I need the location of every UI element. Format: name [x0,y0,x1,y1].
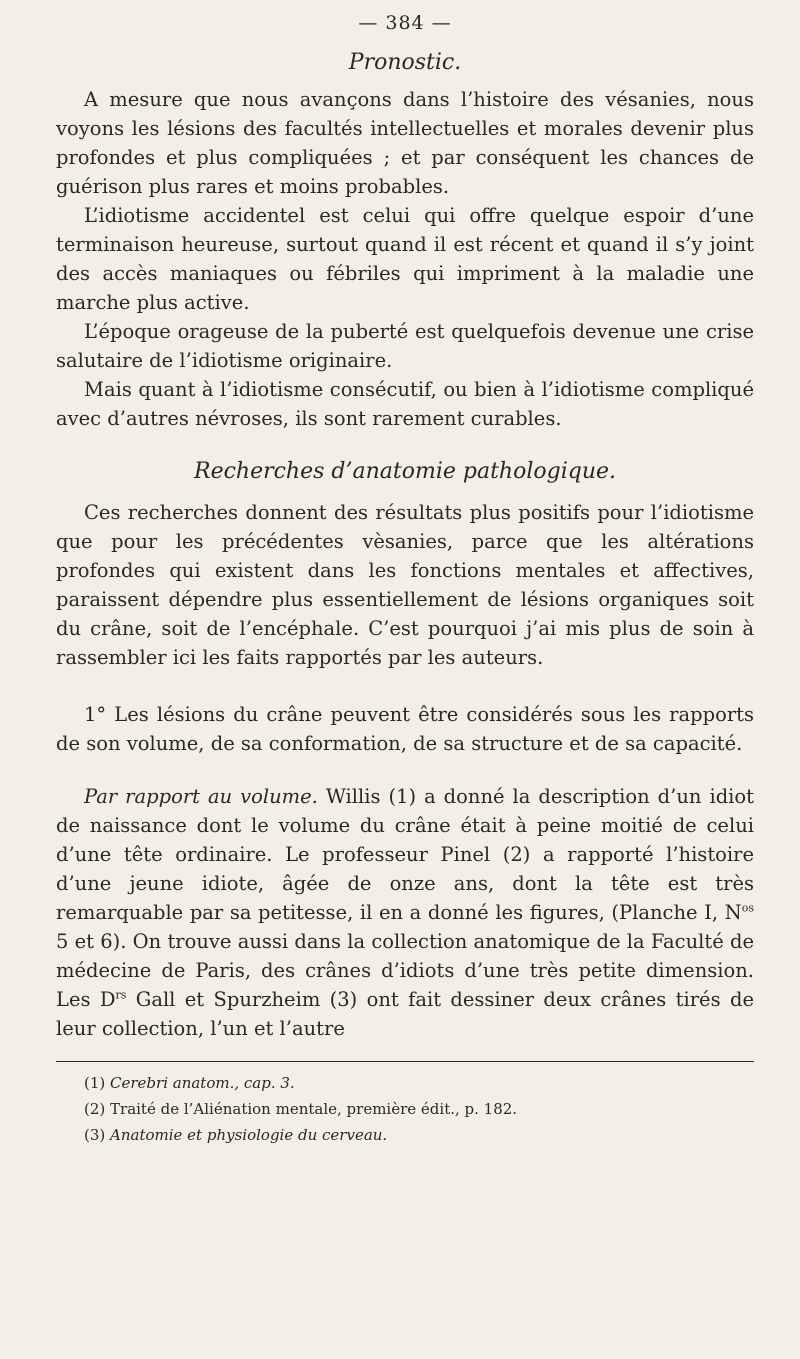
paragraph-5: Ces recherches donnent des résultats plus positifs pour l’idiotisme que pour les précédentes vèsanies, parce que les altérations profondes qui existent dans les fonctions mentales et affectives, paraissent dépendre plus essentiellement de lésions organiques soit du crâne, soit de l’encéphale. C’est pourquoi j’ai mis plus de soin à rassembler ici les faits rapportés par les auteurs. [56,501,754,669]
footnote-1 [56,1070,754,1096]
paragraph-7-part-a: Willis (1) a donné la description d’un idiot de naissance dont le volume du crâne était à peine moitié de celui d’une tête ordinaire. Le professeur Pinel (2) a rapporté l’histoire d’une jeune idiote, âgée de onze ans, dont la tête est très remarquable par sa petitesse, il en a donné les figures, (Planche I, N [56,785,754,924]
footnote-2 [56,1096,754,1122]
paragraph-3: L’époque orageuse de la puberté est quelquefois devenue une crise salutaire de l’idiotisme originaire. [56,320,754,372]
paragraph-1: A mesure que nous avançons dans l’histoire des vésanies, nous voyons les lésions des facultés intellectuelles et morales devenir plus profondes et plus compliquées ; et par conséquent les chances de guérison plus rares et moins probables. [56,88,754,198]
paragraph-7-part-c: Gall et Spurzheim (3) ont fait dessiner deux crânes tirés de leur collection, l’un et l’autre [56,988,754,1040]
section-title-pronostic: Pronostic. [348,50,462,75]
paragraph-7 [56,782,754,1043]
paragraph-4: Mais quant à l’idiotisme consécutif, ou bien à l’idiotisme compliqué avec d’autres névroses, ils sont rarement curables. [56,378,754,430]
footnote-3-text: Anatomie et physiologie du cerveau. [110,1126,388,1144]
paragraph-7-part-b: 5 et 6). On trouve aussi dans la collection anatomique de la Faculté de médecine de Paris, des crânes d’idiots d’une très petite dimension. Les D [56,930,754,1011]
footnote-3 [56,1122,754,1148]
footnote-1-number: (1) [84,1074,111,1092]
paragraph-2: L’idiotisme accidentel est celui qui offre quelque espoir d’une terminaison heureuse, surtout quand il est récent et quand il s’y joint des accès maniaques ou fébriles qui impriment à la maladie une marche plus active. [56,204,754,314]
page-number: — 384 — [358,12,452,34]
footnote-1-text: Cerebri anatom., cap. 3. [110,1074,295,1092]
paragraph-6: 1° Les lésions du crâne peuvent être considérés sous les rapports de son volume, de sa conformation, de sa structure et de sa capacité. [56,703,754,755]
footnote-divider [56,1061,754,1062]
footnote-3-number: (3) [84,1126,111,1144]
footnote-2-number: (2) [84,1100,111,1118]
paragraph-7-sup-2: rs [115,988,127,1002]
section-title-recherches: Recherches d’anatomie pathologique. [194,459,616,484]
paragraph-7-lead: Par rapport au volume. [84,785,318,808]
footnote-2-text: Traité de l’Aliénation mentale, première édit., p. 182. [110,1100,518,1118]
paragraph-7-sup-1: os [741,901,754,915]
